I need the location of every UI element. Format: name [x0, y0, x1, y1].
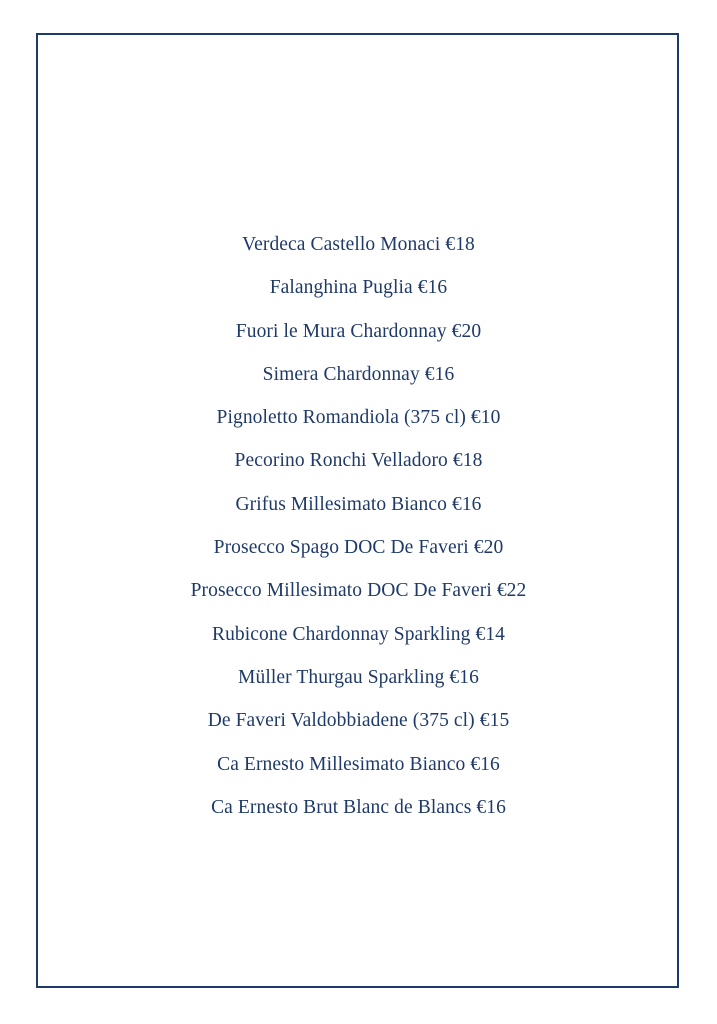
wine-item-pignoletto: Pignoletto Romandiola (375 cl) €10 [216, 407, 501, 429]
wine-item-prosecco-millesimato: Prosecco Millesimato DOC De Faveri €22 [190, 580, 527, 602]
wine-item-pecorino: Pecorino Ronchi Velladoro €18 [234, 450, 483, 472]
wine-item-simera: Simera Chardonnay €16 [262, 363, 455, 385]
wine-item-grifus: Grifus Millesimato Bianco €16 [235, 493, 482, 515]
wine-item-falanghina: Falanghina Puglia €16 [269, 277, 448, 299]
wine-item-ca-ernesto-millesimato: Ca Ernesto Millesimato Bianco €16 [217, 753, 500, 775]
wine-item-fuori-le-mura: Fuori le Mura Chardonnay €20 [235, 320, 482, 342]
wine-item-rubicone: Rubicone Chardonnay Sparkling €14 [211, 623, 506, 645]
wine-item-ca-ernesto-brut: Ca Ernesto Brut Blanc de Blancs €16 [211, 796, 506, 818]
wine-item-prosecco-spago: Prosecco Spago DOC De Faveri €20 [213, 537, 504, 559]
wine-item-muller-thurgau: Müller Thurgau Sparkling €16 [238, 666, 479, 688]
wine-item-de-faveri-valdobbiadene: De Faveri Valdobbiadene (375 cl) €15 [207, 710, 510, 732]
wine-item-verdeca: Verdeca Castello Monaci €18 [242, 234, 475, 255]
wine-list [0, 223, 717, 829]
